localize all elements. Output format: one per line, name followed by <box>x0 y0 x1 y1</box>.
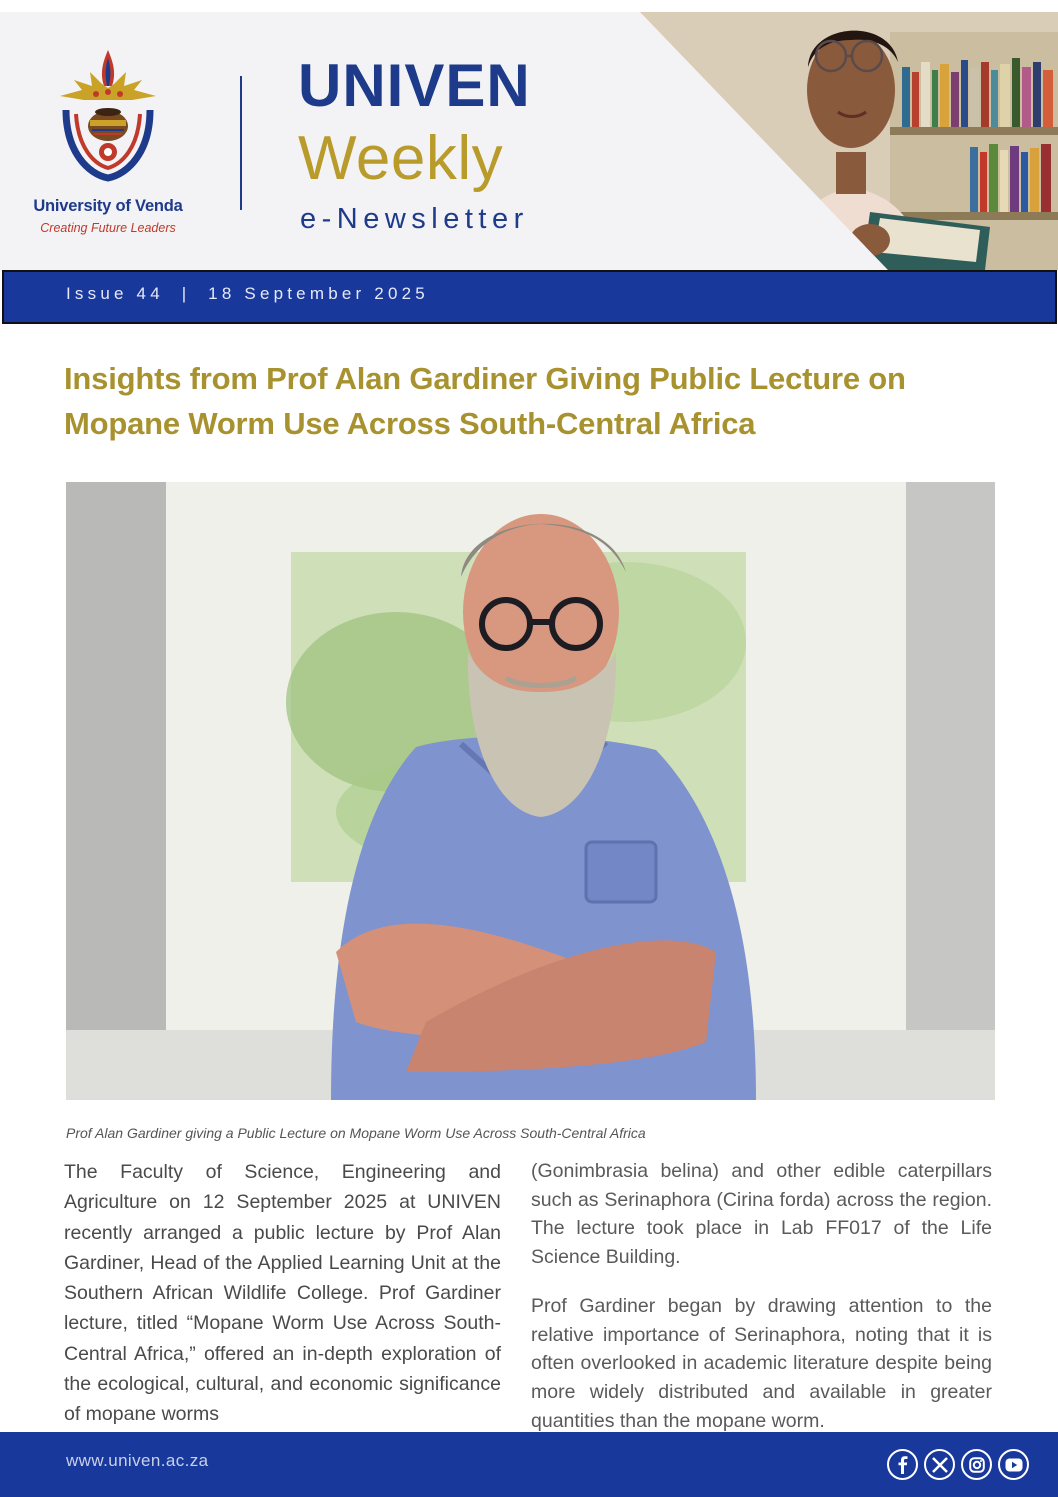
article-body-right-column <box>531 1157 992 1455</box>
university-name: University of Venda <box>33 197 183 215</box>
newsletter-header <box>0 0 1058 272</box>
article-paragraph-1: The Faculty of Science, Engineering and Agriculture on 12 September 2025 at UNIVEN recently arranged a public lecture by Prof Alan Gardiner, Head of the Applied Learning Unit at the Southern African Wildlife College. Prof Gardiner lecture, titled “Mopane Worm Use Across South-Central Africa,” offered an in-depth exploration of the ecological, cultural, and economic significance of mopane worms <box>64 1161 501 1426</box>
article-paragraph-3: Prof Gardiner began by drawing attention to the relative importance of Serinaphora, noting that it is often overlooked in academic literature despite being more widely distributed and available in greater quantities than the mopane worm. <box>531 1294 992 1432</box>
university-logo[interactable] <box>18 44 198 240</box>
lecturer-photo <box>66 482 995 1100</box>
article-paragraph-2: (Gonimbrasia belina) and other edible caterpillars such as Serinaphora (Cirina forda) across the region. The lecture took place in Lab FF017 of the Life Science Building. <box>531 1160 992 1269</box>
article-body-left-column <box>64 1157 501 1430</box>
issue-date-label: Issue 44 | 18 September 2025 <box>66 284 429 303</box>
x-icon[interactable] <box>924 1449 955 1480</box>
youtube-icon[interactable] <box>998 1449 1029 1480</box>
article-headline: Insights from Prof Alan Gardiner Giving Public Lecture on Mopane Worm Use Across South-Central Africa <box>64 361 906 441</box>
masthead-e-newsletter: e-Newsletter <box>300 203 529 235</box>
university-motto: Creating Future Leaders <box>40 221 176 235</box>
header-divider <box>240 76 242 210</box>
facebook-icon[interactable] <box>887 1449 918 1480</box>
masthead-univen: UNIVEN <box>298 52 531 119</box>
instagram-icon[interactable] <box>961 1449 992 1480</box>
photo-caption: Prof Alan Gardiner giving a Public Lecture on Mopane Worm Use Across South-Central Africa <box>66 1125 646 1141</box>
masthead-weekly: Weekly <box>298 124 504 193</box>
university-crest-icon <box>52 44 164 184</box>
website-link[interactable]: www.univen.ac.za <box>66 1451 209 1470</box>
newsletter-footer <box>0 1432 1058 1497</box>
student-library-photo <box>640 12 1058 270</box>
issue-bar <box>2 270 1057 324</box>
